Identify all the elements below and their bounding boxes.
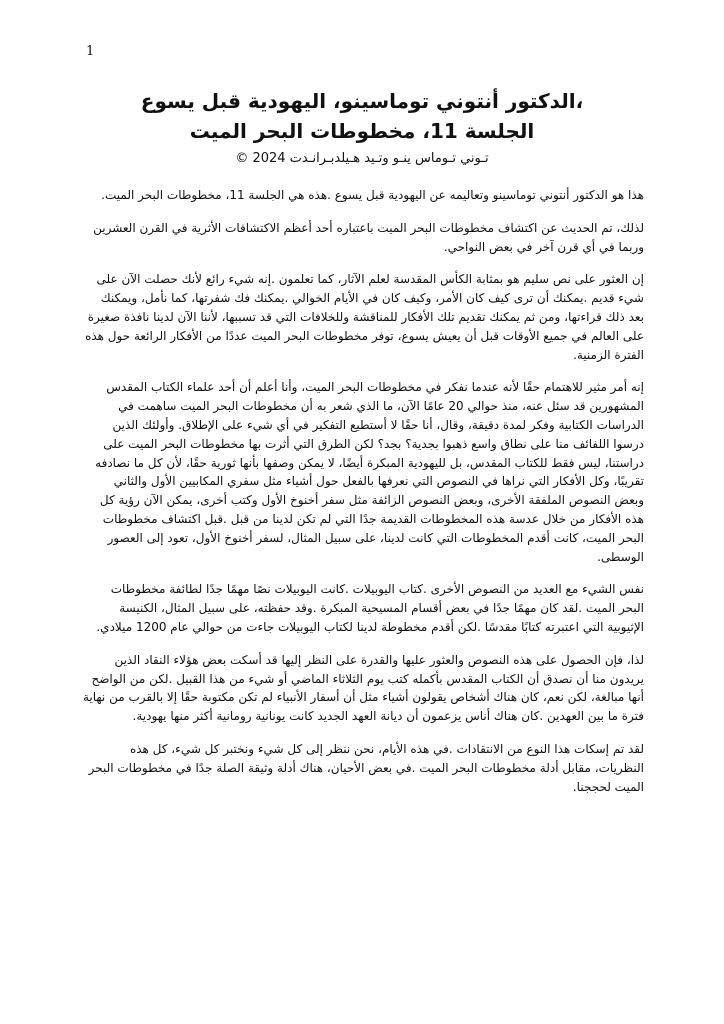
paragraph-5: نفس الشيء مع العديد من النصوص الأخرى .كتاب اليوبيلات .كانت اليوبيلات نصًا مهمًا جدًا لطائفة مخطوطات البحر الميت .لقد كان مهمًا جدًا في بعض أقسام المسيحية المبكرة .وقد حفظته، على سبيل المثال، الكنيسة الإثيوبية التي اعتبرته كتابًا مقدسًا .لكن أقدم مخطوطة لدينا لكتاب اليوبيلات جاءت من حوالي عام 1200 ميلادي. xyxy=(96,582,644,634)
paragraph-3: إن العثور على نص سليم هو بمثابة الكأس المقدسة لعلم الآثار، كما تعلمون .إنه شيء رائع لأنك حصلت الآن على شيء قديم .يمكنك أن ترى كيف كان الأمر، وكيف كان في الأيام الخوالي .يمكنك فك شفرتها، كما نأمل، ويمكنك بعد ذلك قراءتها، ومن ثم يمكنك تقديم تلك الأفكار للمناقشة وللخلافات التي قد تسببها، لأننا الآن لدينا نافذة صغيرة على العالم في جميع الأوقات قبل أن يعيش يسوع، توفر مخطوطات البحر الميت عددًا من الأفكار الرائعة حول هذه الفترة الزمنية. xyxy=(85,272,644,362)
page-number: 1 xyxy=(86,44,95,59)
title-line-1: ،الدكتور أنتوني توماسينو، اليهودية قبل يسوع xyxy=(140,89,584,113)
paragraph-4: إنه أمر مثير للاهتمام حقًا لأنه عندما نفكر في مخطوطات البحر الميت، وأنا أعلم أن أحد علماء الكتاب المقدس المشهورين قد سئل عنه، منذ حوالي 20 عامًا الآن، ما الذي شعر به أن مخطوطات البحر الميت ساهمت في الدراسات الكتابية وفكر لمدة دقيقة، وقال، أنا حقًا لا أستطيع التفكير في أي شيء على الإطلاق. وأولئك الذين درسوا اللفائف منا على نطاق واسع ذهبوا بجدية؟ بجد؟ لكن الطرق التي أثرت بها مخطوطات البحر الميت على دراستنا، ليس فقط للكتاب المقدس، بل لليهودية المبكرة أيضًا، لا يمكن وصفها بأنها ثورية حقًا، لأن كل ما نصادفه تقريبًا، وكل الأفكار التي نراها في النصوص التي نعرفها بالفعل حول أشياء مثل سفري المكابيين الأول والثاني وبعض النصوص الملفقة الأخرى، وبعض النصوص الزائفة مثل سفر أخنوخ الأول وكتب أخرى، يمكن الآن رؤية كل هذه الأفكار من خلال عدسة هذه المخطوطات القديمة جدًا التي لم تكن لدينا من قبل .قبل اكتشاف مخطوطات البحر الميت، كانت أقدم المخطوطات التي كانت لدينا، على سبيل المثال، لسفر أخنوخ الأول، تعود إلى العصور الوسطى. xyxy=(95,380,644,564)
title-line-2: الجلسة 11، مخطوطات البحر الميت xyxy=(189,119,535,143)
paragraph-6: لذا، فإن الحصول على هذه النصوص والعثور عليها والقدرة على النظر إليها قد أسكت بعض هؤلاء النقاد الذين يريدون منا أن نصدق أن الكتاب المقدس بأكمله كتب يوم الثلاثاء الماضي أو شيء من هذا القبيل .لكن من الواضح أنها مبالغة، لكن نعم، كان هناك أشخاص يقولون أشياء مثل أن أسفار الأنبياء لم تكن مكتوبة حقًا إلا بالقرب من نهاية فترة ما بين العهدين .كان هناك أناس يزعمون أن ديانة العهد الجديد كانت يونانية رومانية أكثر منها يهودية. xyxy=(82,652,644,724)
document-title xyxy=(60,86,664,146)
paragraph-1: هذا هو الدكتور أنتوني توماسينو وتعاليمه عن اليهودية قبل يسوع .هذه هي الجلسة 11، مخطوطات البحر الميت. xyxy=(101,188,644,202)
copyright-line: تـوني تـوماس ينـو وتـيد هـيلدبـرانـدت 2024 © xyxy=(235,151,489,166)
paragraph-2: لذلك، تم الحديث عن اكتشاف مخطوطات البحر الميت باعتباره أحد أعظم الاكتشافات الأثرية في القرن العشرين وربما في أي قرن آخر في بعض النواحي. xyxy=(93,220,644,254)
document-body xyxy=(82,186,644,810)
paragraph-7: لقد تم إسكات هذا النوع من الانتقادات .في هذه الأيام، نحن ننظر إلى كل شيء ونختبر كل شيء، كل هذه النظريات، مقابل أدلة مخطوطات البحر الميت .في بعض الأحيان، هناك أدلة وثيقة الصلة جدًا في مخطوطات البحر الميت لحججنا. xyxy=(88,741,644,794)
